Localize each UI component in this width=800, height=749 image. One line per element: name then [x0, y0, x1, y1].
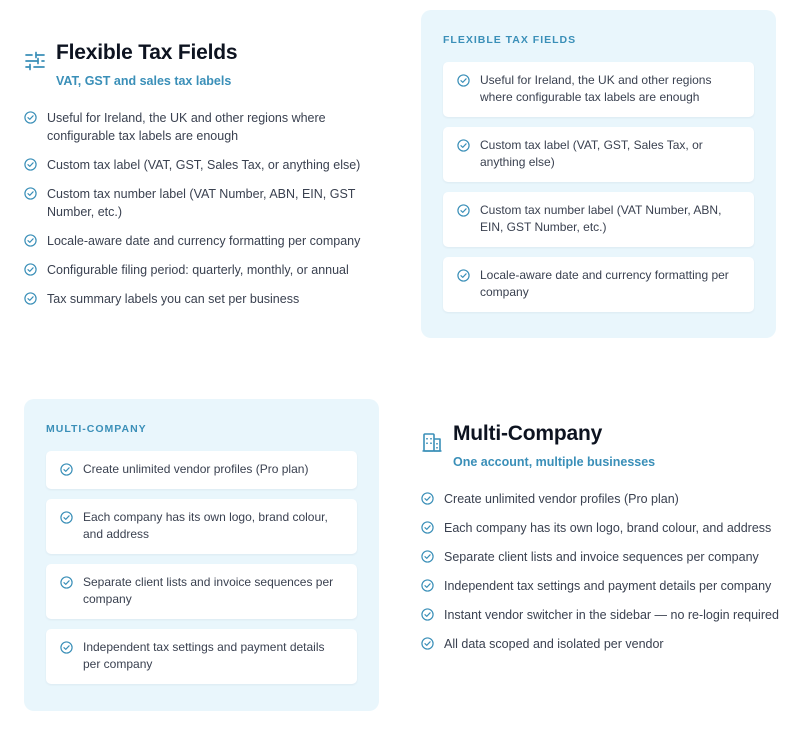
- check-circle-icon: [421, 492, 434, 505]
- feature-item: [421, 490, 791, 508]
- feature-item: [421, 577, 791, 595]
- company-feature-list: [421, 490, 791, 664]
- tax-section-subtitle: VAT, GST and sales tax labels: [56, 74, 232, 88]
- feature-card: [46, 499, 357, 554]
- feature-item: [421, 635, 791, 653]
- feature-item: [24, 156, 384, 174]
- feature-text: Separate client lists and invoice sequences per company: [444, 550, 759, 564]
- buildings-icon: [421, 431, 443, 453]
- feature-text: Tax summary labels you can set per business: [47, 292, 300, 306]
- sliders-icon: [24, 50, 46, 72]
- feature-item: [24, 109, 384, 145]
- tax-panel-label: FLEXIBLE TAX FIELDS: [443, 34, 577, 46]
- check-circle-icon: [421, 550, 434, 563]
- feature-item: [24, 290, 384, 308]
- company-panel-cards: [46, 451, 357, 684]
- feature-item: [24, 232, 384, 250]
- feature-card-text: Each company has its own logo, brand colour, and address: [83, 510, 328, 541]
- feature-card: [443, 257, 754, 312]
- feature-card: [443, 127, 754, 182]
- feature-card-text: Useful for Ireland, the UK and other regions where configurable tax labels are enough: [480, 73, 712, 104]
- check-circle-icon: [421, 579, 434, 592]
- feature-card: [443, 62, 754, 117]
- check-circle-icon: [457, 74, 470, 87]
- feature-item: [421, 606, 791, 624]
- feature-text: Each company has its own logo, brand colour, and address: [444, 521, 772, 535]
- feature-item: [421, 519, 791, 537]
- check-circle-icon: [24, 292, 37, 305]
- feature-card: [46, 451, 357, 489]
- feature-text: Instant vendor switcher in the sidebar — no re-login required: [444, 608, 779, 622]
- feature-card: [46, 564, 357, 619]
- feature-card-text: Create unlimited vendor profiles (Pro plan): [83, 462, 309, 476]
- company-section-header: [421, 421, 655, 470]
- check-circle-icon: [24, 263, 37, 276]
- feature-card-text: Independent tax settings and payment details per company: [83, 640, 325, 671]
- feature-item: [24, 261, 384, 279]
- feature-text: Configurable filing period: quarterly, monthly, or annual: [47, 263, 349, 277]
- check-circle-icon: [421, 521, 434, 534]
- check-circle-icon: [24, 158, 37, 171]
- company-section-subtitle: One account, multiple businesses: [453, 455, 656, 469]
- feature-card: [443, 192, 754, 247]
- feature-text: Custom tax number label (VAT Number, ABN, EIN, GST Number, etc.): [47, 187, 356, 219]
- check-circle-icon: [457, 269, 470, 282]
- company-panel-label: MULTI-COMPANY: [46, 423, 147, 435]
- feature-item: [24, 185, 384, 221]
- feature-text: Create unlimited vendor profiles (Pro plan): [444, 492, 679, 506]
- check-circle-icon: [60, 641, 73, 654]
- feature-text: Independent tax settings and payment details per company: [444, 579, 772, 593]
- tax-section-header: [24, 40, 237, 89]
- company-section-title: Multi-Company: [453, 422, 603, 445]
- check-circle-icon: [60, 463, 73, 476]
- feature-text: Useful for Ireland, the UK and other regions where configurable tax labels are enough: [47, 111, 326, 143]
- feature-text: Locale-aware date and currency formatting per company: [47, 234, 361, 248]
- feature-card-text: Separate client lists and invoice sequences per company: [83, 575, 334, 606]
- tax-section-title: Flexible Tax Fields: [56, 41, 238, 64]
- check-circle-icon: [457, 139, 470, 152]
- check-circle-icon: [60, 576, 73, 589]
- tax-preview-panel: [421, 10, 776, 338]
- company-preview-panel: [24, 399, 379, 711]
- check-circle-icon: [60, 511, 73, 524]
- check-circle-icon: [457, 204, 470, 217]
- feature-card-text: Locale-aware date and currency formatting per company: [480, 268, 729, 299]
- tax-panel-cards: [443, 62, 754, 312]
- feature-card-text: Custom tax label (VAT, GST, Sales Tax, or anything else): [480, 138, 703, 169]
- check-circle-icon: [24, 187, 37, 200]
- feature-text: Custom tax label (VAT, GST, Sales Tax, or anything else): [47, 158, 361, 172]
- tax-feature-list: [24, 109, 384, 319]
- check-circle-icon: [421, 608, 434, 621]
- feature-text: All data scoped and isolated per vendor: [444, 637, 664, 651]
- check-circle-icon: [24, 234, 37, 247]
- feature-card: [46, 629, 357, 684]
- feature-card-text: Custom tax number label (VAT Number, ABN, EIN, GST Number, etc.): [480, 203, 722, 234]
- check-circle-icon: [24, 111, 37, 124]
- feature-item: [421, 548, 791, 566]
- check-circle-icon: [421, 637, 434, 650]
